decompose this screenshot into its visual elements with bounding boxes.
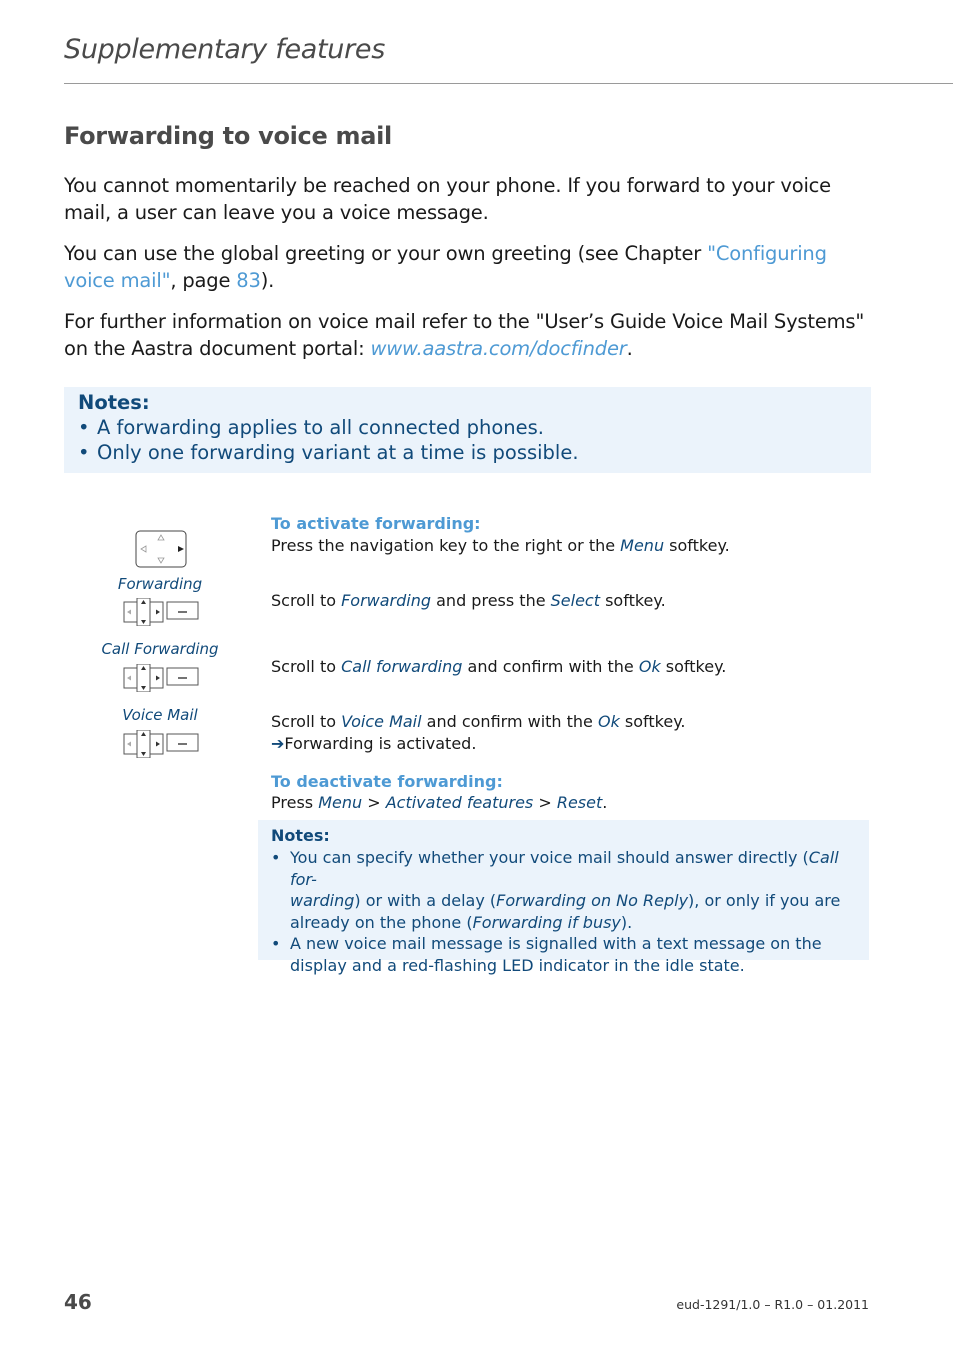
separator: > bbox=[362, 793, 386, 812]
greeting-paragraph bbox=[64, 240, 874, 294]
scroll-select-keys-icon bbox=[123, 664, 199, 692]
paragraph-text: , page bbox=[170, 269, 237, 292]
step-caption-call-forwarding: Call Forwarding bbox=[101, 640, 219, 658]
notes-list bbox=[271, 847, 851, 976]
list-item bbox=[271, 847, 851, 933]
scroll-select-keys-icon bbox=[123, 730, 199, 758]
info-paragraph bbox=[64, 308, 874, 362]
list-item bbox=[78, 440, 579, 465]
deactivate-title: To deactivate forwarding: bbox=[271, 772, 503, 791]
menu-item-name: Menu bbox=[318, 793, 363, 812]
note-text: You can specify whether your voice mail should answer directly ( bbox=[290, 848, 809, 867]
docfinder-link[interactable]: www.aastra.com/docfinder bbox=[370, 337, 627, 360]
option-name: Forwarding on No Reply bbox=[496, 891, 689, 910]
step-text: . bbox=[602, 793, 608, 812]
section-title: Forwarding to voice mail bbox=[64, 122, 392, 150]
menu-item-name: Reset bbox=[556, 793, 603, 812]
step-text: softkey. bbox=[619, 712, 686, 731]
note-text: ). bbox=[620, 912, 633, 932]
step-text: Scroll to bbox=[271, 591, 342, 610]
navigation-key-icon bbox=[135, 530, 187, 568]
intro-paragraph: You cannot momentarily be reached on your phone. If you forward to your voice mail, a user can leave you a voice message. bbox=[64, 174, 831, 224]
step-text: Scroll to bbox=[271, 657, 342, 676]
bullet: • bbox=[78, 441, 90, 464]
step-3 bbox=[271, 657, 726, 676]
arrow-right-icon: ➔ bbox=[271, 734, 285, 753]
note-text: ), or only if you are already on the phone ( bbox=[290, 891, 841, 932]
step-text: and confirm with the bbox=[462, 657, 639, 676]
paragraph-text: For further information on voice mail refer to the "User’s Guide Voice Mail Systems" on the Aastra document portal: bbox=[64, 310, 865, 360]
page-number: 46 bbox=[64, 1290, 92, 1314]
list-item bbox=[78, 415, 579, 440]
step-text: and confirm with the bbox=[421, 712, 598, 731]
softkey-name: Ok bbox=[597, 712, 620, 731]
list-item bbox=[271, 933, 851, 976]
notes-title: Notes: bbox=[78, 391, 150, 414]
menu-item-name: Call forwarding bbox=[341, 657, 463, 676]
page-link[interactable]: 83 bbox=[236, 269, 261, 292]
scroll-select-keys-icon bbox=[123, 598, 199, 626]
header-divider bbox=[64, 83, 953, 84]
step-text: Press bbox=[271, 793, 319, 812]
option-name: Call for- bbox=[290, 848, 839, 889]
deactivate-step bbox=[271, 793, 607, 812]
step-text: Scroll to bbox=[271, 712, 342, 731]
step-caption-voice-mail: Voice Mail bbox=[122, 706, 198, 724]
chapter-title: Supplementary features bbox=[64, 34, 385, 65]
note-text: Only one forwarding variant at a time is possible. bbox=[97, 441, 579, 464]
paragraph-text: . bbox=[626, 337, 633, 360]
menu-item-name: Forwarding bbox=[341, 591, 432, 610]
separator: > bbox=[533, 793, 557, 812]
step-caption-forwarding: Forwarding bbox=[117, 575, 203, 593]
sub-notes-box bbox=[258, 820, 869, 975]
step-text: softkey. bbox=[600, 591, 666, 610]
notes-title: Notes: bbox=[271, 826, 330, 845]
bullet: • bbox=[271, 848, 281, 867]
step-text: and press the bbox=[431, 591, 551, 610]
note-text: ) or with a delay ( bbox=[354, 891, 497, 910]
notes-box bbox=[64, 387, 871, 473]
step-text: softkey. bbox=[664, 536, 730, 555]
step-result bbox=[271, 734, 476, 753]
step-1 bbox=[271, 536, 730, 555]
document-id: eud-1291/1.0 – R1.0 – 01.2011 bbox=[676, 1297, 869, 1312]
chapter-link[interactable]: "Configuring voice mail" bbox=[64, 242, 827, 292]
result-text: Forwarding is activated. bbox=[284, 734, 477, 753]
paragraph-text: You can use the global greeting or your own greeting (see Chapter bbox=[64, 242, 708, 265]
step-text: softkey. bbox=[660, 657, 727, 676]
bullet: • bbox=[78, 416, 90, 439]
paragraph-text: ). bbox=[260, 269, 275, 292]
softkey-name: Menu bbox=[620, 536, 665, 555]
step-2 bbox=[271, 591, 666, 610]
menu-item-name: Activated features bbox=[385, 793, 534, 812]
note-text: A forwarding applies to all connected phones. bbox=[97, 416, 544, 439]
menu-item-name: Voice Mail bbox=[341, 712, 422, 731]
softkey-name: Ok bbox=[638, 657, 661, 676]
softkey-name: Select bbox=[550, 591, 600, 610]
step-4 bbox=[271, 712, 686, 731]
step-text: Press the navigation key to the right or the bbox=[271, 536, 621, 555]
note-text: A new voice mail message is signalled with a text message on the display and a red-flashing LED indicator in the idle state. bbox=[290, 934, 822, 975]
bullet: • bbox=[271, 934, 281, 953]
activate-title: To activate forwarding: bbox=[271, 514, 481, 533]
option-name: Forwarding if busy bbox=[472, 912, 621, 932]
notes-list bbox=[78, 415, 579, 465]
option-name: warding bbox=[290, 891, 355, 910]
